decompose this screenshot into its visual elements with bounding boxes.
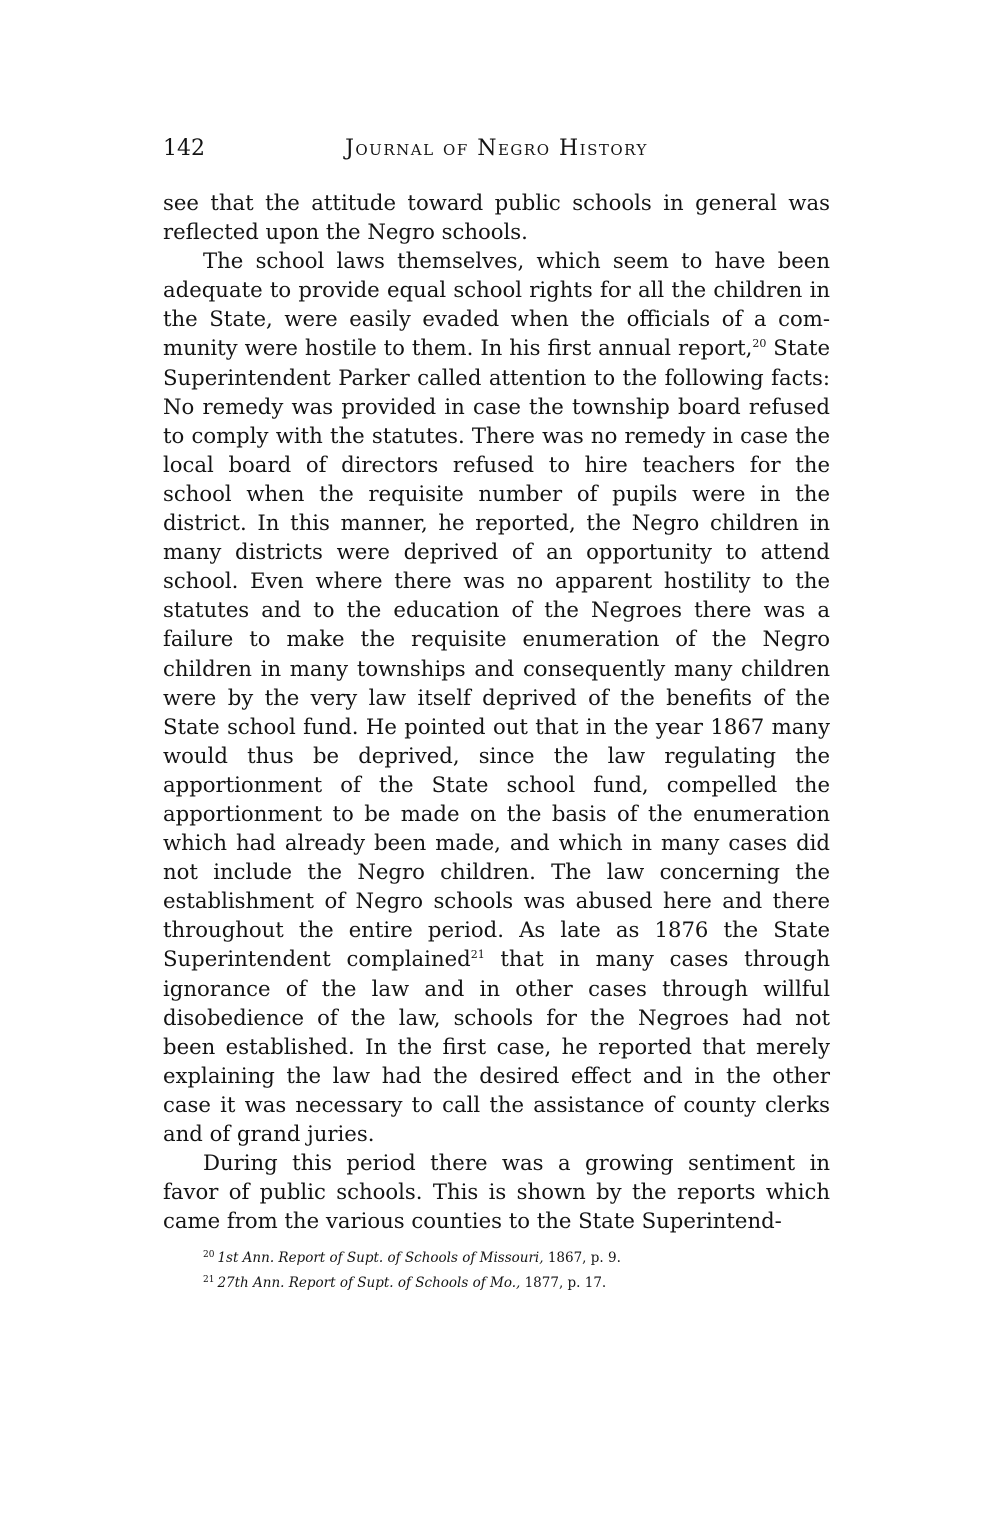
paragraph-text: that in many cases through ignorance of the law and in other cases through willful disobedience of the law, schools for the Negroes had not been established. In the first case, he reported that merely explaining the law had the desired effect and in the other case it was necessary to call the assistance of county clerks and of grand juries.: [163, 946, 831, 1146]
paragraph-text: State Superintendent Parker called attention to the following facts: No remedy was provided in case the township board refused to comply with the statutes. There was no remedy in case the local board of directors refused to hire teachers for the school when the requisite number of pupils were in the district. In this manner, he reported, the Negro children in many districts were deprived of an opportunity to attend school. Even where there was no apparent hostility to the statutes and to the education of the Negroes there was a failure to make the requisite enumeration of the Negro children in many townships and consequently many children were by the very law itself deprived of the benefits of the State school fund. He pointed out that in the year 1867 many would thus be deprived, since the law regulating the apportionment of the State school fund, compelled the apportionment to be made on the basis of the enumeration which had already been made, and which in many cases did not include the Negro children. The law concerning the establishment of Negro schools was abused here and there throughout the entire period. As late as 1876 the State Superintendent complained: [163, 335, 830, 972]
paragraph-sentiment: During this period there was a growing sentiment in favor of public schools. This is shown by the reports which came from the various counties to the State Superintend-: [163, 1150, 830, 1234]
footnote: [163, 1244, 830, 1269]
paragraph-continued: see that the attitude toward public schools in general was reflected upon the Negro schools.: [163, 190, 830, 245]
footnote-mark: 21: [203, 1275, 215, 1285]
running-head: Journal of Negro History: [345, 136, 648, 161]
footnotes: [163, 1244, 830, 1294]
footnote-reference: 20: [752, 337, 767, 351]
body-text: [163, 188, 830, 1235]
page-number: 142: [163, 136, 205, 161]
footnote-citation: 1st Ann. Report of Supt. of Schools of Missouri,: [217, 1250, 544, 1266]
footnote: [163, 1269, 830, 1294]
footnote-mark: 20: [203, 1250, 215, 1260]
footnote-details: 1867, p. 9.: [543, 1250, 621, 1266]
footnote-details: 1877, p. 17.: [520, 1275, 607, 1291]
footnote-reference: 21: [470, 948, 485, 962]
footnote-citation: 27th Ann. Report of Supt. of Schools of Mo.,: [217, 1275, 521, 1291]
paragraph-text: The school laws themselves, which seem to have been adequate to provide equal school rights for all the children in the State, were easily evaded when the officials of a community were hostile to them. In his first annual report,: [163, 248, 830, 361]
page-header: [163, 136, 830, 168]
paragraph-school-laws: [163, 246, 830, 1148]
